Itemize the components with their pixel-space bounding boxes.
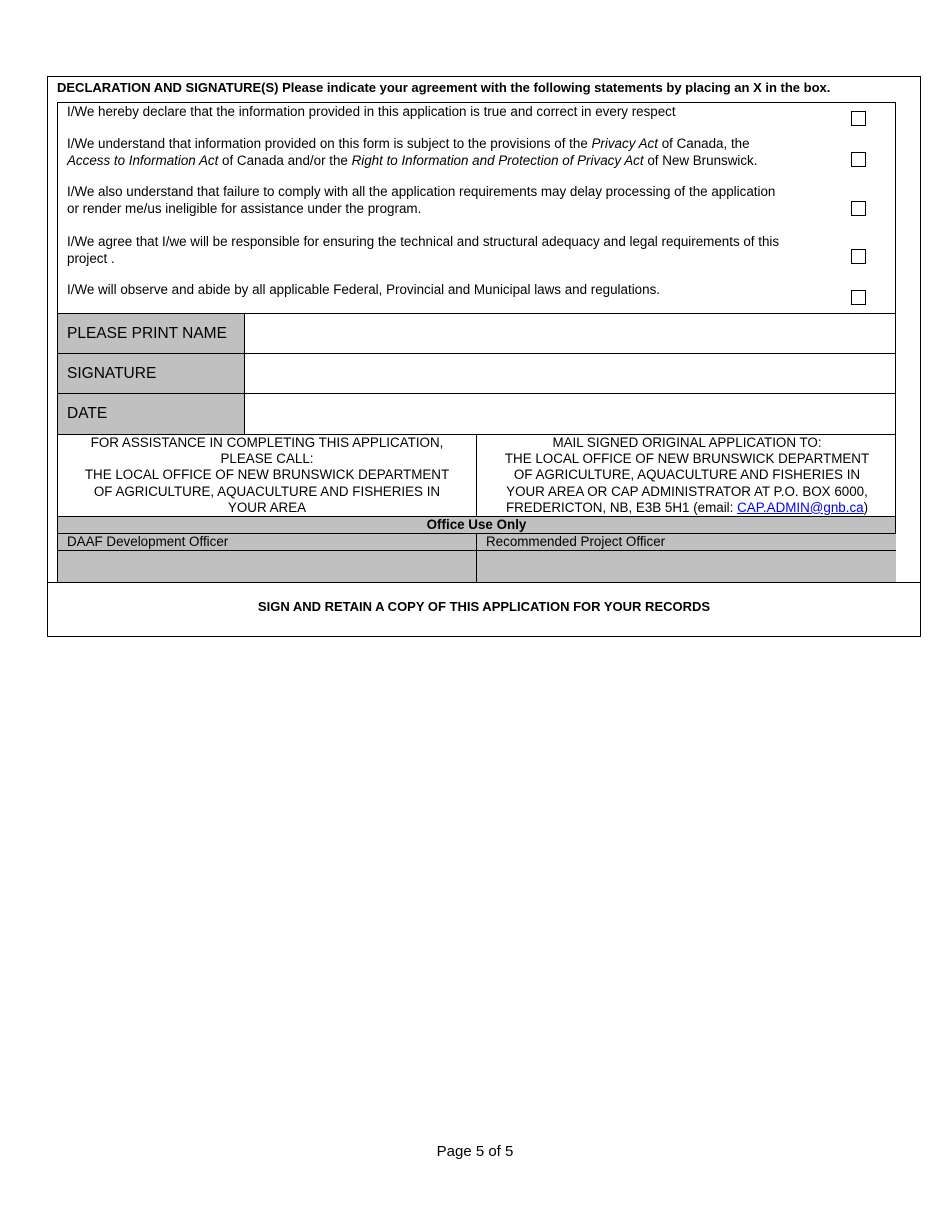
date-input[interactable] — [246, 395, 896, 433]
retain-copy-notice: SIGN AND RETAIN A COPY OF THIS APPLICATION FOR YOUR RECORDS — [257, 599, 711, 614]
assistance-line: THE LOCAL OFFICE OF NEW BRUNSWICK DEPARTMENT — [84, 467, 450, 483]
mailing-info — [477, 435, 897, 517]
statement-1-checkbox[interactable] — [851, 111, 866, 126]
mailing-address-text: FREDERICTON, NB, E3B 5H1 (email: — [505, 499, 738, 515]
signature-label: SIGNATURE — [58, 354, 245, 394]
statement-4-checkbox[interactable] — [851, 249, 866, 264]
declaration-heading: DECLARATION AND SIGNATURE(S) Please indicate your agreement with the following statements by placing an X in the box. — [57, 80, 831, 95]
daaf-officer-label: DAAF Development Officer — [58, 534, 476, 550]
mailing-line — [477, 500, 897, 516]
privacy-act-ref: Privacy Act — [591, 136, 658, 151]
mailing-line: MAIL SIGNED ORIGINAL APPLICATION TO: — [552, 435, 822, 450]
statement-3-checkbox[interactable] — [851, 201, 866, 216]
statement-4-text: project . — [67, 250, 115, 266]
statement-2 — [67, 136, 827, 169]
assistance-line: OF AGRICULTURE, AQUACULTURE AND FISHERIES IN — [93, 483, 441, 499]
email-link[interactable]: CAP.ADMIN@gnb.ca — [737, 499, 864, 515]
column-divider — [476, 533, 477, 583]
statement-1 — [67, 104, 827, 121]
date-label: DATE — [58, 394, 245, 434]
assistance-info — [58, 435, 476, 517]
print-name-input[interactable] — [246, 315, 896, 353]
mailing-line: OF AGRICULTURE, AQUACULTURE AND FISHERIES IN — [513, 467, 861, 483]
assistance-line: YOUR AREA — [227, 499, 307, 515]
statement-2-text: of New Brunswick. — [643, 152, 758, 168]
statement-3-text: I/We also understand that failure to comply with all the application requirements may delay processing of the application — [67, 184, 776, 199]
statement-3 — [67, 184, 827, 217]
assistance-line: FOR ASSISTANCE IN COMPLETING THIS APPLICATION, — [90, 435, 444, 450]
print-name-label: PLEASE PRINT NAME — [58, 314, 245, 354]
declaration-table — [57, 102, 896, 582]
mailing-line: THE LOCAL OFFICE OF NEW BRUNSWICK DEPARTMENT — [504, 451, 870, 467]
statement-2-text: of Canada and/or the — [218, 152, 352, 168]
project-officer-label: Recommended Project Officer — [477, 534, 896, 550]
signature-input[interactable] — [246, 355, 896, 393]
assistance-line: PLEASE CALL: — [220, 451, 314, 467]
access-to-info-act-ref: Access to Information Act — [67, 152, 219, 168]
statement-5-checkbox[interactable] — [851, 290, 866, 305]
rtippa-ref: Right to Information and Protection of Privacy Act — [351, 152, 644, 168]
statement-5-text: I/We will observe and abide by all applicable Federal, Provincial and Municipal laws and regulations. — [67, 282, 660, 297]
statement-2-text: I/We understand that information provided on this form is subject to the provisions of the — [67, 136, 592, 151]
mailing-address-text: ) — [863, 499, 869, 515]
statement-1-text: I/We hereby declare that the information provided in this application is true and correct in every respect — [67, 104, 676, 119]
statement-3-text: or render me/us ineligible for assistance under the program. — [67, 200, 422, 216]
project-officer-field[interactable] — [477, 551, 896, 583]
statement-2-checkbox[interactable] — [851, 152, 866, 167]
office-use-title: Office Use Only — [58, 517, 895, 533]
statement-2-text: of Canada, the — [657, 136, 750, 151]
statement-4-text: I/We agree that I/we will be responsible for ensuring the technical and structural adequacy and legal requirements of this — [67, 234, 780, 249]
daaf-officer-field[interactable] — [58, 551, 476, 583]
page-number: Page 5 of 5 — [436, 1143, 514, 1160]
statement-4 — [67, 234, 827, 267]
divider — [48, 582, 920, 583]
declaration-form — [47, 76, 921, 637]
mailing-line: YOUR AREA OR CAP ADMINISTRATOR AT P.O. BOX 6000, — [506, 483, 868, 499]
statement-5 — [67, 282, 827, 299]
